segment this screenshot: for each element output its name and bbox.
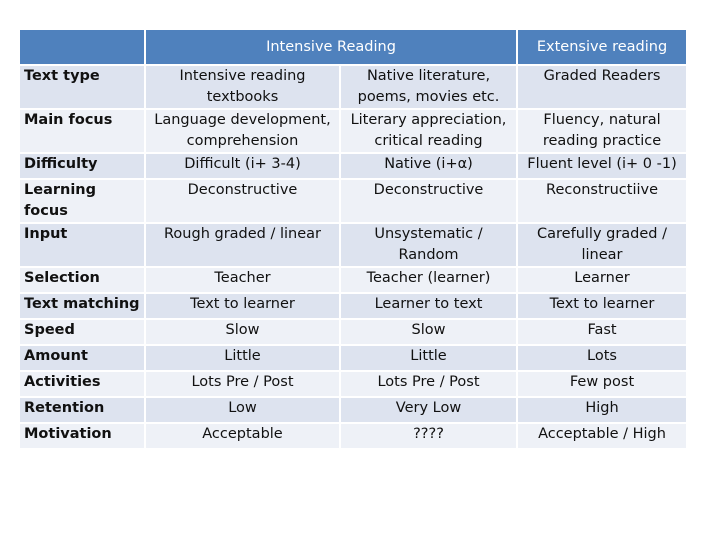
table-cell: Slow <box>146 320 339 344</box>
table-cell: Very Low <box>341 398 516 422</box>
row-label: Selection <box>20 268 144 292</box>
table-row <box>20 398 686 422</box>
row-label: Learning focus <box>20 180 144 222</box>
table-cell: Slow <box>341 320 516 344</box>
table-cell: Low <box>146 398 339 422</box>
table-cell: Language development, comprehension <box>146 110 339 152</box>
table-cell: Fluent level (i+ 0 -1) <box>518 154 686 178</box>
table-cell: Intensive reading textbooks <box>146 66 339 108</box>
table-row <box>20 294 686 318</box>
table-row <box>20 346 686 370</box>
header-extensive-reading: Extensive reading <box>518 30 686 64</box>
table-row <box>20 320 686 344</box>
table-cell: Unsystematic / Random <box>341 224 516 266</box>
table-cell: Teacher <box>146 268 339 292</box>
table-cell: Difficult (i+ 3-4) <box>146 154 339 178</box>
table-cell: Fast <box>518 320 686 344</box>
table-cell: Few post <box>518 372 686 396</box>
row-label: Text type <box>20 66 144 108</box>
table-cell: Text to learner <box>518 294 686 318</box>
table-row <box>20 224 686 266</box>
header-corner <box>20 30 144 64</box>
row-label: Amount <box>20 346 144 370</box>
row-label: Speed <box>20 320 144 344</box>
table-cell: Native (i+α) <box>341 154 516 178</box>
table-cell: Deconstructive <box>341 180 516 222</box>
table-row <box>20 66 686 108</box>
comparison-table <box>18 28 688 450</box>
table-cell: Graded Readers <box>518 66 686 108</box>
table-cell: Lots <box>518 346 686 370</box>
table-cell: Little <box>146 346 339 370</box>
table-row <box>20 110 686 152</box>
table-cell: Fluency, natural reading practice <box>518 110 686 152</box>
table-cell: Reconstructiive <box>518 180 686 222</box>
table-cell: High <box>518 398 686 422</box>
table-row <box>20 180 686 222</box>
table-cell: Little <box>341 346 516 370</box>
row-label: Difficulty <box>20 154 144 178</box>
table-cell: Lots Pre / Post <box>146 372 339 396</box>
table-cell: Carefully graded / linear <box>518 224 686 266</box>
table-cell: Lots Pre / Post <box>341 372 516 396</box>
table-cell: ???? <box>341 424 516 448</box>
table-cell: Learner to text <box>341 294 516 318</box>
table-cell: Acceptable / High <box>518 424 686 448</box>
header-row <box>20 30 686 64</box>
table-cell: Literary appreciation, critical reading <box>341 110 516 152</box>
table-row <box>20 268 686 292</box>
table-cell: Acceptable <box>146 424 339 448</box>
row-label: Text matching <box>20 294 144 318</box>
table-cell: Rough graded / linear <box>146 224 339 266</box>
table-cell: Text to learner <box>146 294 339 318</box>
table-cell: Native literature, poems, movies etc. <box>341 66 516 108</box>
table-cell: Teacher (learner) <box>341 268 516 292</box>
table-cell: Deconstructive <box>146 180 339 222</box>
row-label: Input <box>20 224 144 266</box>
row-label: Motivation <box>20 424 144 448</box>
header-intensive-reading: Intensive Reading <box>146 30 516 64</box>
table-row <box>20 372 686 396</box>
table-row <box>20 154 686 178</box>
row-label: Activities <box>20 372 144 396</box>
table-row <box>20 424 686 448</box>
row-label: Retention <box>20 398 144 422</box>
table-cell: Learner <box>518 268 686 292</box>
row-label: Main focus <box>20 110 144 152</box>
